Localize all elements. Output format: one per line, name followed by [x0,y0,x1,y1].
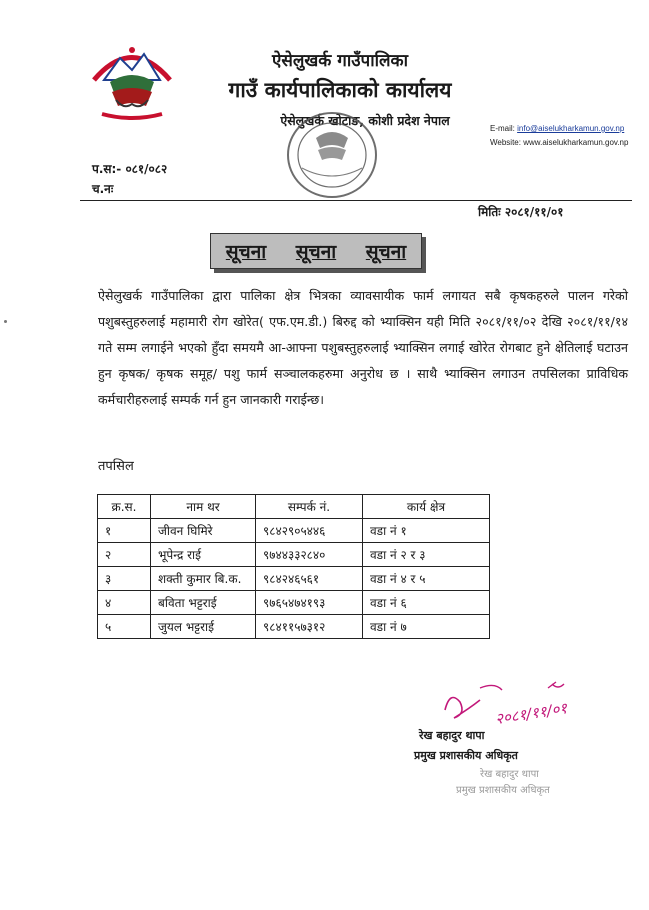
name-stamp: रेख बहादुर थापा [480,769,539,780]
cell-serial: ४ [98,591,151,615]
notice-word-3: सूचना [365,241,407,263]
table-row [98,519,490,543]
cell-contact: ९८४२९०५४४६ [256,519,363,543]
email-label: E-mail: [490,124,515,133]
cell-name: भूपेन्द्र राई [151,543,256,567]
cell-name: जीवन घिमिरे [151,519,256,543]
cell-contact: ९८४११५७३१२ [256,615,363,639]
cell-work-area: वडा नं ४ र ५ [363,567,490,591]
notice-word-2: सूचना [295,241,337,263]
signatory-title: प्रमुख प्रशासकीय अधिकृत [414,749,518,762]
office-name-line1: ऐसेलुखर्क गाउँपालिका [271,51,409,71]
signature-date: २०८१/११/०१ [493,699,569,729]
details-heading: तपसिल [98,459,134,474]
email-link[interactable]: info@aiselukharkamun.gov.np [517,124,625,133]
cell-serial: ५ [98,615,151,639]
website-label: Website: [490,138,521,147]
table-header-row [98,495,490,519]
signatory-name: रेख बहादुर थापा [419,729,485,742]
table-row [98,591,490,615]
table-row [98,543,490,567]
office-address-line: ऐसेलुखर्क खोटाङ, कोशी प्रदेश नेपाल [280,113,450,128]
cell-serial: २ [98,543,151,567]
title-stamp: प्रमुख प्रशासकीय अधिकृत [456,785,550,796]
cell-work-area: वडा नं २ र ३ [363,543,490,567]
stray-mark [4,320,7,323]
cell-name: शक्ती कुमार बि.क. [151,567,256,591]
dispatch-number: च.नः [92,182,114,196]
notice-banner [210,233,422,269]
table-row [98,615,490,639]
cell-contact: ९७४४३३२८४० [256,543,363,567]
cell-name: बविता भट्टराई [151,591,256,615]
header-name: नाम थर [151,495,256,519]
header-work-area: कार्य क्षेत्र [363,495,490,519]
cell-serial: १ [98,519,151,543]
office-name-line2: गाउँ कार्यपालिकाको कार्यालय [228,78,452,102]
office-round-stamp [282,108,382,203]
nepal-emblem-logo [82,40,182,125]
contact-email [490,124,624,133]
cell-work-area: वडा नं ७ [363,615,490,639]
table-row [98,567,490,591]
notice-word-1: सूचना [225,241,267,263]
cell-contact: ९७६५४७४१९३ [256,591,363,615]
header-serial: क्र.स. [98,495,151,519]
cell-name: जुयल भट्टराई [151,615,256,639]
staff-contact-table [97,494,490,639]
header-divider [80,200,632,201]
handwritten-signature [440,680,590,730]
notice-date: मितिः २०८१/११/०१ [478,205,564,219]
header-contact: सम्पर्क नं. [256,495,363,519]
cell-serial: ३ [98,567,151,591]
cell-work-area: वडा नं ६ [363,591,490,615]
reference-number: प.स:- ०८१/०८२ [92,162,168,176]
cell-contact: ९८४२४६५६१ [256,567,363,591]
contact-website [490,138,628,147]
notice-body: ऐसेलुखर्क गाउँपालिका द्वारा पालिका क्षेत्र भित्रका व्यावसायीक फार्म लगायत सबै कृषकहरुले पालन गरेको पशुबस्तुहरुलाई महामारी रोग खोरेत( एफ.एम.डी.) बिरुद्द को भ्याक्सिन यही मिति २०८१/११/०२ देखि २०८१/११/१४ गते सम्म लगाईने भएको हुँदा समयमै आ-आफ्ना पशुबस्तुहरुलाई भ्याक्सिन लगाई खोरेत रोगबाट हुने क्षेतिलाई घटाउन हुन कृषक/ कृषक समूह/ पशु फार्म सञ्चालकहरुमा अनुरोध छ । साथै भ्याक्सिन लगाउन तपसिलका प्राविधिक कर्मचारीहरुलाई सम्पर्क गर्न हुन जानकारी गराईन्छ। [98,288,628,407]
cell-work-area: वडा नं १ [363,519,490,543]
website-url[interactable]: www.aiselukharkamun.gov.np [523,138,629,147]
